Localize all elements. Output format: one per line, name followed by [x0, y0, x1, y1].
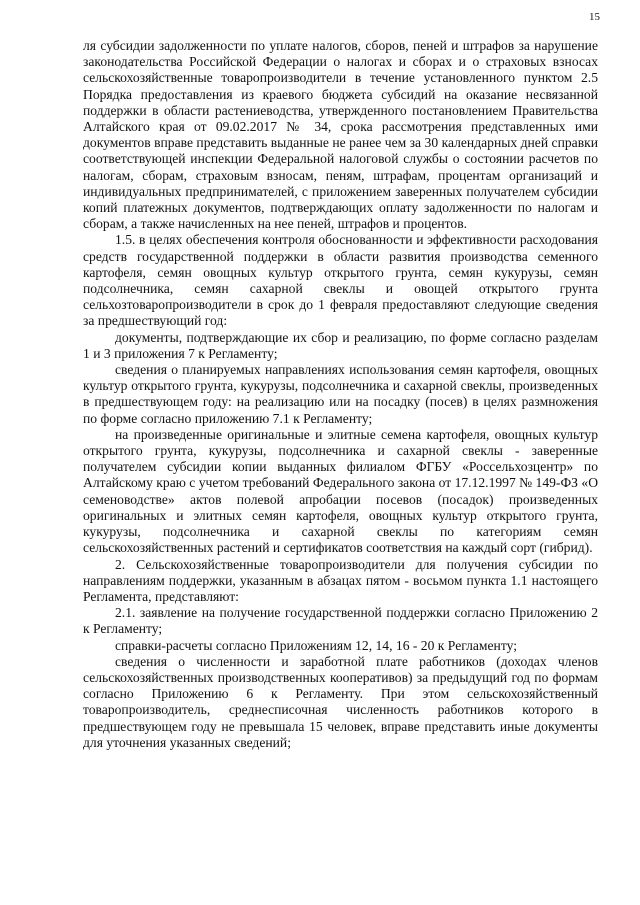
paragraph-planned-use: сведения о планируемых направлениях использования семян картофеля, овощных культур открытого грунта, кукурузы, подсолнечника и сахарной свеклы, произведенных в предшествующем году: на реализацию или на посадку (посев) в целях размножения по форме согласно приложению 7.1 к Регламенту; — [83, 362, 598, 426]
document-body — [83, 38, 598, 751]
paragraph-section-2: 2. Сельскохозяйственные товаропроизводители для получения субсидии по направлениям поддержки, указанным в абзацах пятом - восьмом пункта 1.1 настоящего Регламента, представляют: — [83, 556, 598, 604]
page-number: 15 — [589, 11, 600, 23]
paragraph-1-5: 1.5. в целях обеспечения контроля обоснованности и эффективности расходования средств государственной поддержки в области развития производства семенного картофеля, семян овощных культур открытого грунта, семян кукурузы, семян подсолнечника, семян сахарной свеклы и овощей открытого грунта сельхозтоваропроизводители в срок до 1 февраля предоставляют следующие сведения за предшествующий год: — [83, 232, 598, 329]
paragraph-calculations: справки-расчеты согласно Приложениям 12, 14, 16 - 20 к Регламенту; — [115, 637, 517, 653]
paragraph-documents: документы, подтверждающие их сбор и реализацию, по форме согласно разделам 1 и 3 приложения 7 к Регламенту; — [83, 329, 598, 361]
paragraph-elite-seeds: на произведенные оригинальные и элитные семена картофеля, овощных культур открытого грунта, кукурузы, подсолнечника и сахарной свеклы - заверенные получателем субсидии копии выданных филиалом ФГБУ «Россельхозцентр» по Алтайскому краю с учетом требований Федерального закона от 17.12.1997 № 149-ФЗ «О семеноводстве» актов полевой апробации посевов (посадок) произведенных оригинальных и элитных семян картофеля, овощных культур открытого грунта, кукурузы, подсолнечника и сахарной свеклы по категориям семян сельскохозяйственных растений и сертификатов соответствия на каждый сорт (гибрид). — [83, 426, 599, 556]
paragraph-employees: сведения о численности и заработной плате работников (доходах членов сельскохозяйственных производственных кооперативов) за предыдущий год по формам согласно Приложению 6 к Регламенту. При этом сельскохозяйственный товаропроизводитель, среднесписочная численность работников которого в предшествующем году не превышала 15 человек, вправе представить иные документы для уточнения указанных сведений; — [83, 653, 598, 750]
paragraph-2-1: 2.1. заявление на получение государственной поддержки согласно Приложению 2 к Регламенту; — [83, 605, 598, 637]
paragraph-continuation: ля субсидии задолженности по уплате налогов, сборов, пеней и штрафов за нарушение законодательства Российской Федерации о налогах и сборах и о страховых взносах сельскохозяйственные товаропроизводители в течение установленного пунктом 2.5 Порядка предоставления из краевого бюджета субсидий на оказание несвязанной поддержки в области растениеводства, утвержденного постановлением Правительства Алтайского края от 09.02.2017 № 34, срока рассмотрения представленных ими документов вправе представить выданные не ранее чем за 30 календарных дней справки соответствующей инспекции Федеральной налоговой службы о состоянии расчетов по налогам, сборам, страховым взносам, пеням, штрафам, процентам организаций и индивидуальных предпринимателей, с приложением заверенных получателем субсидии копий платежных документов, подтверждающих оплату задолженности по налогам и сборам, а также начисленных на нее пеней, штрафов и процентов. — [83, 38, 598, 232]
